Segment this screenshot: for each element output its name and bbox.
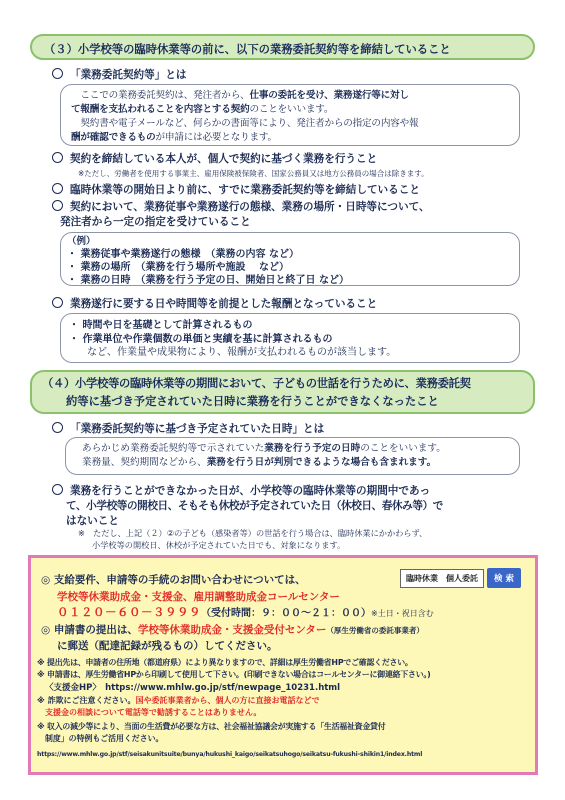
income-note-line1: ※ 収入の減少等により、当面の生活費が必要な方は、社会福祉協議会が実施する「生活福祉資金貸付 xyxy=(37,722,386,731)
search-widget xyxy=(400,568,521,588)
item2-note: ※ただし、労働者を使用する事業主、雇用保険被保険者、国家公務員又は地方公務員の場合は除きます。 xyxy=(78,169,429,178)
item2-text: 契約を締結している本人が、個人で契約に基づく業務を行うこと xyxy=(70,153,378,165)
remuneration-item: ・ 時間や日を基礎として計算されるもの xyxy=(69,320,253,331)
section3-item2 xyxy=(52,151,377,166)
section4-header-line1: （４）小学校等の臨時休業等の期間において、子どもの世話を行うために、業務委託契 xyxy=(42,377,471,390)
circle-bullet-icon xyxy=(52,422,63,433)
def-text: のことをいいます。 xyxy=(249,104,334,115)
fraud-warning-line2: 支援金の相談について電話等で勧誘することはありません。 xyxy=(45,708,262,717)
circle-bullet-icon xyxy=(52,152,63,163)
search-keyword-box[interactable]: 臨時休業 個人委託 xyxy=(400,569,484,588)
item4-line1: 契約において、業務従事や業務遂行の態様、業務の場所・日時等について、 xyxy=(70,201,430,213)
support-hp-link[interactable]: 〈支援金HP〉 https://www.mhlw.go.jp/stf/newpage_10231.html xyxy=(45,683,341,693)
submit-lead: ◎ 申請書の提出は、 xyxy=(41,624,138,636)
circle-bullet-icon xyxy=(52,200,63,211)
def-text: のことをいいます。 xyxy=(360,443,446,454)
scheduled-definition-box xyxy=(65,437,520,475)
section3-item4 xyxy=(52,199,430,214)
section4-note-line2: 小学校等の開校日、休校が予定されていた日でも、対象になります。 xyxy=(92,540,346,550)
item2-line3: はないこと xyxy=(66,515,119,527)
submit-center: 学校等休業助成金・支援金受付センター xyxy=(137,624,327,636)
search-button[interactable]: 検 索 xyxy=(487,568,521,588)
def-emph: 業務を行う日が判別できるような場合も含まれます。 xyxy=(206,457,437,468)
def-text: ここでの業務委託契約は、発注者から、 xyxy=(80,90,250,101)
section3-item5 xyxy=(52,296,377,311)
example-item: ・ 業務従事や業務遂行の態様 （業務の内容 など） xyxy=(67,249,299,260)
note-line: ※ 提出先は、申請者の住所地（都道府県）により異なりますので、詳細は厚生労働省HPでご確認ください。 xyxy=(37,658,413,667)
phone-number[interactable]: ０１２０－６０－３９９９ xyxy=(57,605,201,619)
circle-bullet-icon xyxy=(52,183,63,194)
def-emph: 業務を行う予定の日時 xyxy=(264,443,361,454)
example-item: ・ 業務の場所 （業務を行う場所や施設 など） xyxy=(67,262,289,273)
fraud-warning-lead: ※ 詐欺にご注意ください。 xyxy=(37,696,136,705)
inquiry-notice-box xyxy=(28,555,538,775)
circle-bullet-icon xyxy=(52,484,63,495)
income-note-line2: 制度」の特例もご活用ください。 xyxy=(45,734,164,743)
item3-text: 臨時休業等の開始日より前に、すでに業務委託契約等を締結していること xyxy=(70,184,420,196)
def-emph: 仕事の委託を受け、業務遂行等に対し xyxy=(249,90,409,101)
inquiry-lead: ◎ 支給要件、申請等の手続のお問い合わせについては、 xyxy=(41,574,306,586)
circle-bullet-icon xyxy=(52,297,63,308)
item1-title: 「業務委託契約等に基づき予定されていた日時」とは xyxy=(70,423,325,435)
item4-line2: 発注者から一定の指定を受けていること xyxy=(60,216,251,228)
def-emph: て報酬を支払われることを内容とする契約 xyxy=(71,104,250,115)
fraud-warning-text: 国や委託事業者から、個人の方に直接お電話などで xyxy=(135,696,320,705)
def-text: 契約書や電子メールなど、何らかの書面等により、発注者からの指定の内容や報 xyxy=(80,118,419,129)
remuneration-box xyxy=(60,313,520,363)
example-label: （例） xyxy=(67,236,96,247)
section4-header xyxy=(30,370,535,414)
call-center-name: 学校等休業助成金・支援金、雇用調整助成金コールセンター xyxy=(57,591,340,603)
circle-bullet-icon xyxy=(52,68,63,79)
def-text: あらかじめ業務委託契約等で示されていた xyxy=(82,443,265,454)
hours-note: ※土日・祝日含む xyxy=(371,609,434,618)
section4-item1 xyxy=(52,421,324,436)
section3-item3 xyxy=(52,182,420,197)
example-item: ・ 業務の日時 （業務を行う予定の日、開始日と終了日 など） xyxy=(67,275,349,286)
remuneration-tail: など、作業量や成果物により、報酬が支払われるものが該当します。 xyxy=(87,347,397,358)
submit-tail: に郵送（配達記録が残るもの）してください。 xyxy=(57,640,278,652)
item2-line1: 業務を行うことができなかった日が、小学校等の臨時休業等の期間中であっ xyxy=(70,485,431,497)
section3-item1 xyxy=(52,67,187,82)
def-emph: 酬が確認できるもの xyxy=(71,132,156,143)
section3-header: （３）小学校等の臨時休業等の前に、以下の業務委託契約等を締結していること xyxy=(30,34,535,60)
remuneration-item: ・ 作業単位や作業個数の単価と実績を基に計算されるもの xyxy=(69,333,333,345)
note-line: ※ 申請書は、厚生労働省HPから印刷して使用して下さい。(印刷できない場合はコールセンターに御連絡下さい。) xyxy=(37,670,431,679)
def-text: が申請には必要となります。 xyxy=(155,132,277,143)
item5-text: 業務遂行に要する日や時間等を前提とした報酬となっていること xyxy=(70,298,378,310)
item2-line2: て、小学校等の開校日、そもそも休校が予定されていた日（休校日、春休み等）で xyxy=(66,500,443,512)
loan-url-link[interactable]: https://www.mhlw.go.jp/stf/seisakunitsuite/bunya/hukushi_kaigo/seikatsuhogo/seikatsu-fukushi-shikin1/index.html xyxy=(37,751,423,758)
section4-note-line1: ※ ただし、上記（２）②の子ども（感染者等）の世話を行う場合は、臨時休業にかかわらず、 xyxy=(78,528,428,538)
submit-paren: （厚生労働省の委託事業者） xyxy=(326,626,424,635)
definition-box xyxy=(60,84,520,146)
section4-header-line2: 約等に基づき予定されていた日時に業務を行うことができなくなったこと xyxy=(66,395,439,408)
example-box xyxy=(60,232,520,286)
reception-hours: （受付時間：９：００～２１：００） xyxy=(201,608,371,619)
item1-title: 「業務委託契約等」とは xyxy=(70,69,187,81)
def-text: 業務量、契約期間などから、 xyxy=(82,457,207,468)
section4-item2 xyxy=(52,483,430,498)
